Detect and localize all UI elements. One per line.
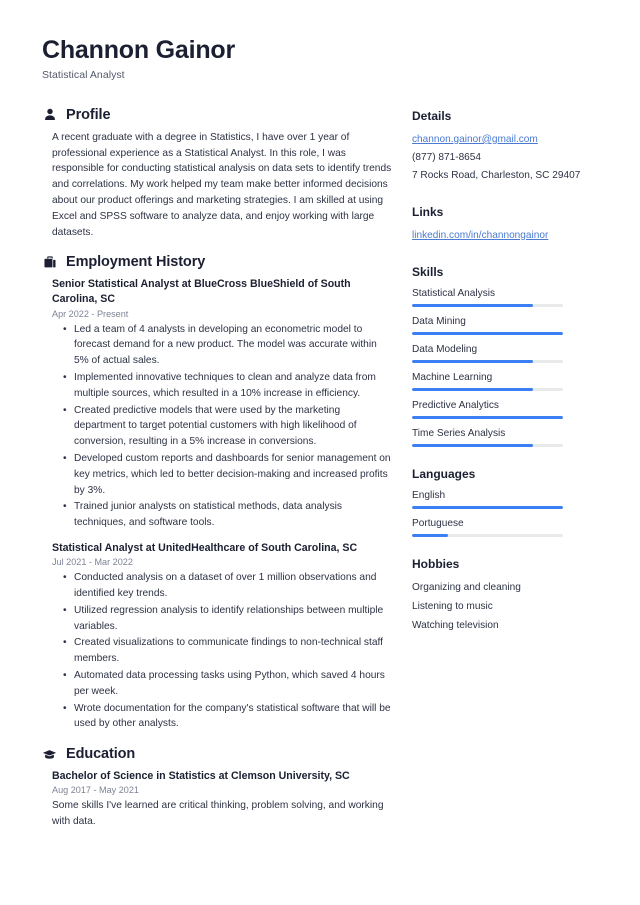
skill-row — [412, 399, 582, 419]
skill-level-track — [412, 304, 563, 307]
language-level-fill — [412, 506, 563, 509]
language-label: Portuguese — [412, 518, 464, 530]
skill-level-track — [412, 388, 563, 391]
hobby-item: Watching television — [412, 619, 499, 631]
sidebar-block-skills — [412, 265, 582, 448]
section-body-employment — [42, 277, 394, 732]
education-entry-date: Aug 2017 - May 2021 — [52, 785, 139, 796]
skill-row — [412, 343, 582, 363]
section-header-education — [42, 746, 394, 762]
sidebar-title-links: Links — [412, 204, 444, 219]
section-body-profile — [42, 130, 394, 241]
skill-label: Data Modeling — [412, 343, 478, 355]
employment-entry-date: Apr 2022 - Present — [52, 308, 129, 319]
section-title-employment: Employment History — [66, 254, 206, 271]
language-level-track — [412, 506, 563, 509]
skill-level-fill — [412, 416, 563, 419]
employment-entry-title: Statistical Analyst at UnitedHealthcare of South Carolina, SC — [52, 542, 358, 555]
candidate-name: Channon Gainor — [42, 36, 236, 64]
list-item: • Created predictive models that were used by the marketing department to target potential customers with high likelihood of conversion, resulting in a 5% increase in conversions. — [74, 403, 394, 450]
skill-row — [412, 315, 582, 335]
skill-row — [412, 287, 582, 307]
employment-entry — [52, 541, 394, 732]
skill-level-track — [412, 444, 563, 447]
skill-level-track — [412, 332, 563, 335]
section-title-education: Education — [66, 746, 136, 763]
section-header-employment — [42, 254, 394, 270]
sidebar-block-hobbies — [412, 557, 582, 635]
sidebar-title-languages: Languages — [412, 467, 476, 482]
list-item: • Conducted analysis on a dataset of over 1 million observations and identified key trends. — [74, 570, 394, 602]
section-title-profile: Profile — [66, 106, 111, 123]
education-entry-description: Some skills I've learned are critical thinking, problem solving, and working with data. — [52, 800, 384, 828]
list-item: • Automated data processing tasks using Python, which saved 4 hours per week. — [74, 668, 394, 700]
employment-entry-bullets — [52, 322, 394, 532]
phone-text: (877) 871-8654 — [412, 151, 482, 163]
section-header-profile — [42, 107, 394, 123]
resume-body — [42, 107, 600, 844]
skill-label: Predictive Analytics — [412, 400, 499, 411]
employment-entry-date: Jul 2021 - Mar 2022 — [52, 557, 133, 568]
list-item: • Wrote documentation for the company's statistical software that will be used by other analysts. — [74, 701, 394, 733]
graduation-cap-icon — [42, 747, 57, 762]
list-item: • Created visualizations to communicate findings to non-technical staff members. — [74, 635, 394, 667]
skill-row — [412, 371, 582, 391]
employment-entry — [52, 277, 394, 531]
section-body-education — [42, 769, 394, 830]
email-link[interactable]: channon.gainor@gmail.com — [412, 133, 538, 145]
briefcase-icon — [42, 255, 57, 270]
education-entry-title: Bachelor of Science in Statistics at Clemson University, SC — [52, 770, 350, 783]
profile-text: A recent graduate with a degree in Statistics, I have over 1 year of professional experience as a Statistical Analyst. In this role, I was responsible for conducting statistical analysis on data sets to identify trends and correlations. My work helped my team make better informed decisions about our product offerings and marketing strategies. I am skilled at using Excel and SPSS software to analyze data, and enjoy working with large datasets. — [52, 131, 392, 238]
skill-level-fill — [412, 360, 533, 363]
resume-header — [42, 36, 600, 81]
skill-label: Data Mining — [412, 315, 466, 327]
skill-level-fill — [412, 444, 533, 447]
list-item: • Implemented innovative techniques to clean and analyze data from multiple sources, which resulted in a 10% increase in efficiency. — [74, 370, 394, 402]
section-profile — [42, 107, 394, 241]
skill-level-fill — [412, 388, 533, 391]
address-text: 7 Rocks Road, Charleston, SC 29407 — [412, 169, 581, 181]
employment-entry-bullets — [52, 570, 394, 732]
language-level-fill — [412, 534, 448, 537]
user-icon — [42, 107, 57, 122]
sidebar-block-languages — [412, 467, 582, 537]
sidebar-title-details: Details — [412, 108, 452, 123]
skill-label: Time Series Analysis — [412, 428, 506, 440]
sidebar-title-hobbies: Hobbies — [412, 557, 460, 572]
skill-level-fill — [412, 332, 563, 335]
language-row — [412, 489, 582, 509]
sidebar-column — [412, 107, 582, 656]
sidebar-block-details — [412, 109, 582, 185]
sidebar-block-links — [412, 205, 582, 245]
skill-label: Machine Learning — [412, 371, 493, 383]
education-entry — [52, 769, 394, 830]
list-item: • Trained junior analysts on statistical methods, data analysis techniques, and software tools. — [74, 499, 394, 531]
linkedin-link[interactable]: linkedin.com/in/channongainor — [412, 229, 549, 241]
candidate-job-title: Statistical Analyst — [42, 68, 125, 81]
list-item: • Utilized regression analysis to identify relationships between multiple variables. — [74, 603, 394, 635]
section-employment — [42, 254, 394, 732]
employment-entry-title: Senior Statistical Analyst at BlueCross BlueShield of South Carolina, SC — [52, 278, 351, 306]
skill-level-track — [412, 360, 563, 363]
language-label: English — [412, 490, 446, 502]
skill-row — [412, 427, 582, 447]
skill-level-fill — [412, 304, 533, 307]
section-education — [42, 746, 394, 830]
sidebar-title-skills: Skills — [412, 264, 444, 279]
list-item: • Developed custom reports and dashboards for senior management on key metrics, which led to better decision-making and increased profits by 3%. — [74, 451, 394, 498]
language-level-track — [412, 534, 563, 537]
skill-level-track — [412, 416, 563, 419]
main-column — [42, 107, 412, 844]
skill-label: Statistical Analysis — [412, 287, 496, 299]
hobby-item: Listening to music — [412, 601, 493, 613]
hobby-item: Organizing and cleaning — [412, 582, 521, 594]
list-item: • Led a team of 4 analysts in developing an econometric model to forecast demand for a new product. The model was accurate within 5% of actual sales. — [74, 322, 394, 369]
language-row — [412, 517, 582, 537]
